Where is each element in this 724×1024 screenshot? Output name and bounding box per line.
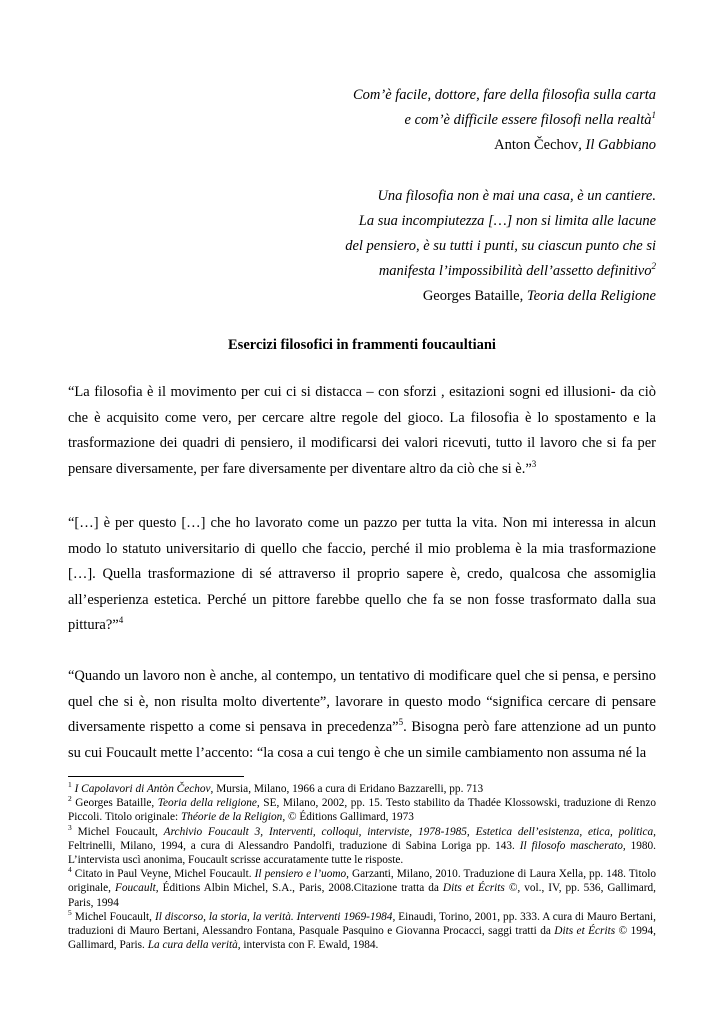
footnote-3: $^3$ Michel Foucault, Archivio Foucault 3, Interventi, colloqui, interviste, 1978-1985, Estetica dell’esistenza, etica, politica, Feltrinelli, Milano, 1994, a cura di Alessandro Pandolfi, traduzione di Sabina Loriga pp. 143. Il filosofo mascherato, 1980. L’intervista uscì anonima, Foucault scrisse accuratamente tutte le risposte. [68, 822, 656, 867]
epigraph-author: Georges Bataille [422, 288, 520, 304]
body-paragraph: “Quando un lavoro non è anche, al contempo, un tentativo di modificare quel che si pensa, e persino quel che si è, non risulta molto divertente”, lavorare in questo modo “significa cercare di pensare diversamente rispetto a come si pensava in precedenza”$^5$. Bisogna però fare attenzione ad un punto su cui Foucault mette l’accento: “la cosa a cui tengo è che un simile cambiamento non assuma né la [68, 668, 656, 761]
epigraph-line: del pensiero, è su tutti i punti, su ciascun punto che si [345, 238, 656, 254]
body-paragraph: “La filosofia è il movimento per cui ci si distacca – con sforzi , esitazioni sogni ed illusioni- da ciò che è acquisito come vero, per cercare altre regole del gioco. La filosofia è lo spostamento e la trasformazione dei quadri di pensiero, il modificarsi dei valori ricevuti, tutto il lavoro che si fa per pensare diversamente, per fare diversamente per diventare altro da ciò che si è.”$^3$ [68, 384, 656, 477]
epigraph-chekhov [353, 83, 656, 158]
epigraph-attribution: Anton Čechov, Il Gabbiano [494, 137, 656, 153]
epigraph-bataille [345, 184, 656, 309]
footnote-ref-4[interactable]: 4 [118, 615, 124, 626]
body-paragraph: “[…] è per questo […] che ho lavorato come un pazzo per tutta la vita. Non mi interessa in alcun modo lo statuto universitario di quello che faccio, perché il mio problema è la mia trasformazione […]. Quella trasformazione di sé attraverso il proprio sapere è, credo, qualcosa che assomiglia all’esperienza estetica. Perché un pittore farebbe quello che fa se non fosse trasformato dalla sua pittura?”$^4$ [68, 515, 656, 634]
epigraph-author: Anton Čechov [494, 137, 579, 153]
epigraph-line: manifesta l’impossibilità dell’assetto definitivo$^2$ [378, 261, 656, 279]
footnote-2: $^2$ Georges Bataille, Teoria della religione, SE, Milano, 2002, pp. 15. Testo stabilito da Thadée Klossowski, traduzione di Renzo Piccoli. Titolo originale: Théorie de la Religion, © Éditions Gallimard, 1973 [68, 794, 657, 824]
footnote-1: $^1$ I Capolavori di Antòn Čechov, Mursia, Milano, 1966 a cura di Eridano Bazzarelli, pp. 713 [68, 780, 484, 795]
epigraph-line: Com’è facile, dottore, fare della filosofia sulla carta [353, 87, 656, 103]
footnote-ref-2[interactable]: 2 [651, 261, 656, 272]
footnotes [68, 782, 656, 952]
footnote-5: $^5$ Michel Foucault, Il discorso, la storia, la verità. Interventi 1969-1984, Einaudi, Torino, 2001, pp. 333. A cura di Mauro Bertani, traduzioni di Mauro Bertani, Alessandro Fontana, Pasquale Pasquino e Giovanna Procacci, saggi tratti da Dits et Écrits © 1994, Gallimard, Paris. La cura della verità, intervista con F. Ewald, 1984. [68, 908, 657, 952]
epigraph-line: La sua incompiutezza […] non si limita alle lacune [358, 213, 656, 229]
epigraph-line: Una filosofia non è mai una casa, è un cantiere. [377, 188, 656, 204]
footnote-ref-1[interactable]: 1 [651, 110, 656, 121]
footnote-4: $^4$ Citato in Paul Veyne, Michel Foucault. Il pensiero e l’uomo, Garzanti, Milano, 2010. Traduzione di Laura Xella, pp. 148. Titolo originale, Foucault, Éditions Albin Michel, S.A., Paris, 2008.Citazione tratta da Dits et Écrits ©, vol., IV, pp. 536, Gallimard, Paris, 1994 [68, 865, 657, 909]
epigraph-work: Teoria della Religione [526, 288, 656, 304]
epigraph-attribution: Georges Bataille, Teoria della Religione [422, 288, 656, 304]
section-title: Esercizi filosofici in frammenti foucaultiani [228, 337, 496, 353]
footnote-ref-3[interactable]: 3 [531, 458, 537, 469]
epigraph-line: e com’è difficile essere filosofi nella realtà$^1$ [404, 110, 656, 128]
epigraph-work: Il Gabbiano [585, 137, 656, 153]
footnote-separator [68, 776, 244, 777]
footnote-ref-5[interactable]: 5 [398, 717, 404, 728]
